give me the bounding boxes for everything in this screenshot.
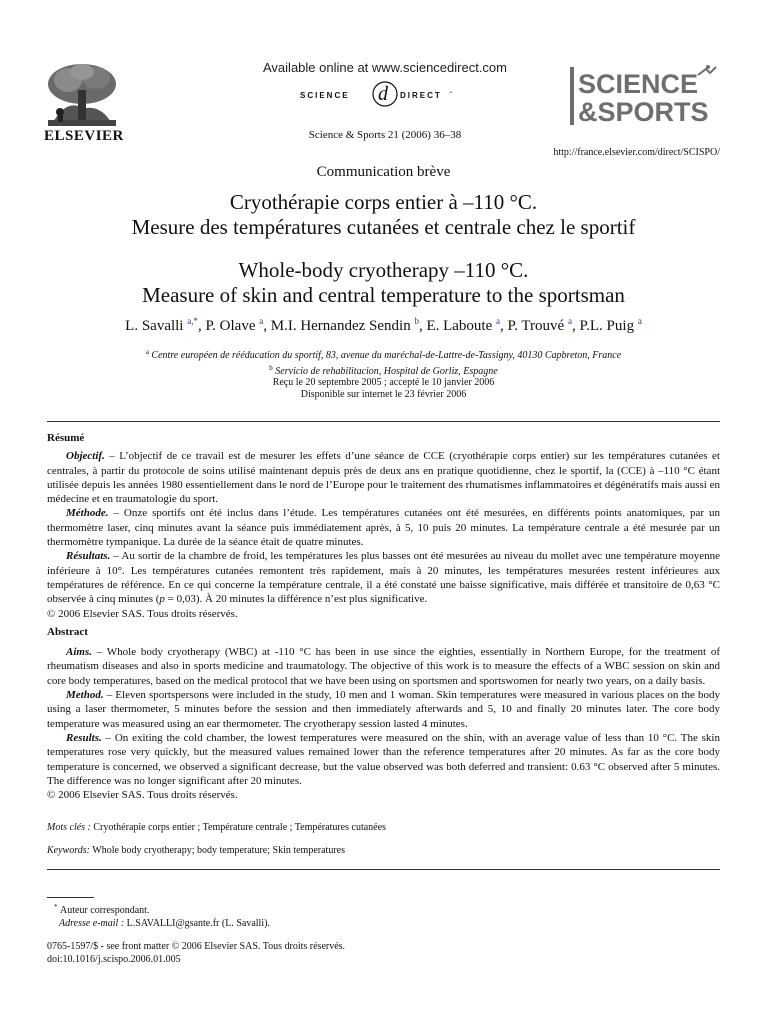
author-affil-link[interactable]: a: [496, 316, 501, 326]
author-list: L. Savalli $^{a,*}$, P. Olave $^a$, M.I. Hernandez Sendin $^b$, E. Laboute $^a$, P. Trouvé $^a$, P.L. Puig $^a$: [125, 316, 642, 334]
title-fr-line1: Cryothérapie corps entier à –110 °C.: [229, 190, 538, 214]
sd-left-text: SCIENCE: [300, 91, 350, 100]
title-french: [60, 190, 707, 240]
title-en-line1: Whole-body cryotherapy –110 °C.: [238, 258, 529, 282]
footnote-email: Adresse e-mail : L.SAVALLI@gsante.fr (L. Savalli).: [59, 918, 270, 929]
abstract-results: Results. – On exiting the cold chamber, the lowest temperatures were measured on the shin, with an average value of less than 10 °C. The skin temperatures rose very quickly, but the measured values remained lower than the reference temperatures after 20 minutes. As far as the core body temperature is concerned, we observed a significant decrease, but the value observed was both deferred and transient: 0.63 °C observed after 5 minutes. The difference was no longer significant after 20 minutes.: [47, 731, 720, 787]
available-online: Available online at www.sciencedirect.com: [263, 60, 507, 75]
divider-bottom: [47, 869, 720, 870]
author-affil-link[interactable]: a: [259, 316, 264, 326]
abstract-copyright: © 2006 Elsevier SAS. Tous droits réservés.: [47, 789, 238, 802]
author-name: E. Laboute: [426, 318, 493, 334]
affiliations: [40, 346, 727, 378]
author-name: P.L. Puig: [579, 318, 635, 334]
journal-reference: Science & Sports 21 (2006) 36–38: [308, 129, 462, 141]
svg-text:d: d: [378, 83, 388, 105]
author-name: M.I. Hernandez Sendin: [270, 318, 411, 334]
abstract-aims: Aims. – Whole body cryotherapy (WBC) at -110 °C has been in use since the eighties, essentially in Northern Europe, for the treatment of rheumatism diseases and also in sports medicine and traumatology. The objective of this work is to measure the effects of a WBC session on skin and core body temperatures, based on the medical protocol that we have been using on sportsmen and sportswomen for nearly two years, on a daily basis.: [47, 646, 720, 687]
abstract-heading: Abstract: [47, 625, 88, 638]
footnote: [54, 901, 270, 930]
science-sports-logo: [570, 63, 720, 129]
resume-heading: Résumé: [47, 432, 85, 444]
title-fr-line2: Mesure des températures cutanées et centrale chez le sportif: [131, 215, 636, 239]
abstract-method: Method. – Eleven sportspersons were included in the study, 10 men and 1 woman. Skin temperatures were measured in various places on the body using a laser thermometer, 5 minutes before the session and then immediately afterwards and 5, 10 and finally 20 minutes later. The core body temperature was measured using an ear thermometer. The cryotherapy session lasted 4 minutes.: [47, 689, 720, 730]
journal-logo-line1: SCIENCE: [578, 69, 699, 99]
online-date: Disponible sur internet le 23 février 2006: [300, 389, 467, 400]
author-affil-link[interactable]: a,*: [187, 316, 198, 326]
doi-line[interactable]: doi:10.1016/j.scispo.2006.01.005: [47, 954, 181, 965]
received-date: Reçu le 20 septembre 2005 ; accepté le 10 janvier 2006: [272, 377, 495, 388]
footnote-rule: [47, 897, 94, 898]
svg-text:•: •: [450, 90, 452, 96]
divider-top: [47, 421, 720, 422]
author-affil-link[interactable]: b: [414, 316, 419, 326]
resume-resultats: Résultats. – Au sortir de la chambre de froid, les températures les plus basses ont été mesurées au niveau du mollet avec une température moyenne inférieure à 10°. Les températures cutanées remontent très rapidement, mais à 20 minutes, les températures mesurées restent inférieures aux températures de référence. En ce qui concerne la température centrale, il a été constaté une baisse significative, mais différée et transitoire de 0,63 °C observée à cinq minutes (p = 0,03). À 20 minutes la différence n’est plus significative.: [47, 550, 720, 606]
footnote-corresponding: * Auteur correspondant.: [54, 903, 150, 916]
keywords-fr: Mots clés : Cryothérapie corps entier ; Température centrale ; Températures cutanées: [47, 822, 386, 833]
article-dates: [40, 377, 727, 401]
resume-methode: Méthode. – Onze sportifs ont été inclus dans l’étude. Les températures cutanées ont été mesurées, en différents points anatomiques, par un thermomètre laser, cinq minutes avant la séance puis immédiatement après, à 5, 10 puis 20 minutes. La température centrale a été mesurée par un thermomètre tympanique. La durée de la séance était de quatre minutes.: [47, 507, 720, 549]
keywords-en: Keywords: Whole body cryotherapy; body temperature; Skin temperatures: [47, 845, 345, 856]
author-affil-link[interactable]: a: [567, 316, 572, 326]
resume-section: [47, 431, 720, 802]
author-affil-link[interactable]: a: [637, 316, 642, 326]
journal-logo-line2: &SPORTS: [578, 97, 709, 127]
publisher-name: ELSEVIER: [44, 128, 124, 144]
author-name: L. Savalli: [125, 318, 184, 334]
resume-objectif: Objectif. – L’objectif de ce travail est de mesurer les effets d’une séance de CCE (cryothérapie corps entier) sur les températures cutanées et centrales, à partir du protocole de soins utilisé maintenant depuis près de deux ans en pratique quotidienne, chez le sportif, la (CCE) à –110 °C étant utilisée depuis les années 1980 essentiellement dans le nord de l’Europe pour le traitement des rhumatismes inflammatoires et dégénératifs mais aussi en médecine et en traumatologie du sport.: [47, 450, 720, 506]
article-type: Communication brève: [316, 164, 451, 180]
title-english: [60, 258, 707, 308]
journal-url[interactable]: http://france.elsevier.com/direct/SCISPO/: [553, 147, 720, 158]
page-header: [0, 0, 767, 160]
affiliation-a: $^a$ Centre européen de rééducation du sportif, 83, avenue du maréchal-de-Lattre-de-Tassigny, 40130 Capbreton, France: [145, 348, 622, 361]
author-name: P. Trouvé: [507, 318, 565, 334]
sd-right-text: DIRECT: [400, 91, 442, 100]
resume-copyright: © 2006 Elsevier SAS. Tous droits réservés.: [47, 607, 238, 620]
issn-line: 0765-1597/$ - see front matter © 2006 Elsevier SAS. Tous droits réservés.: [47, 941, 346, 952]
author-name: P. Olave: [205, 318, 256, 334]
title-en-line2: Measure of skin and central temperature to the sportsman: [142, 283, 625, 307]
sciencedirect-logo: [300, 78, 470, 110]
bottom-info: [47, 940, 345, 966]
affiliation-b: $^b$ Servicio de rehabilitacion, Hospital de Gorliz, Espagne: [269, 364, 498, 377]
